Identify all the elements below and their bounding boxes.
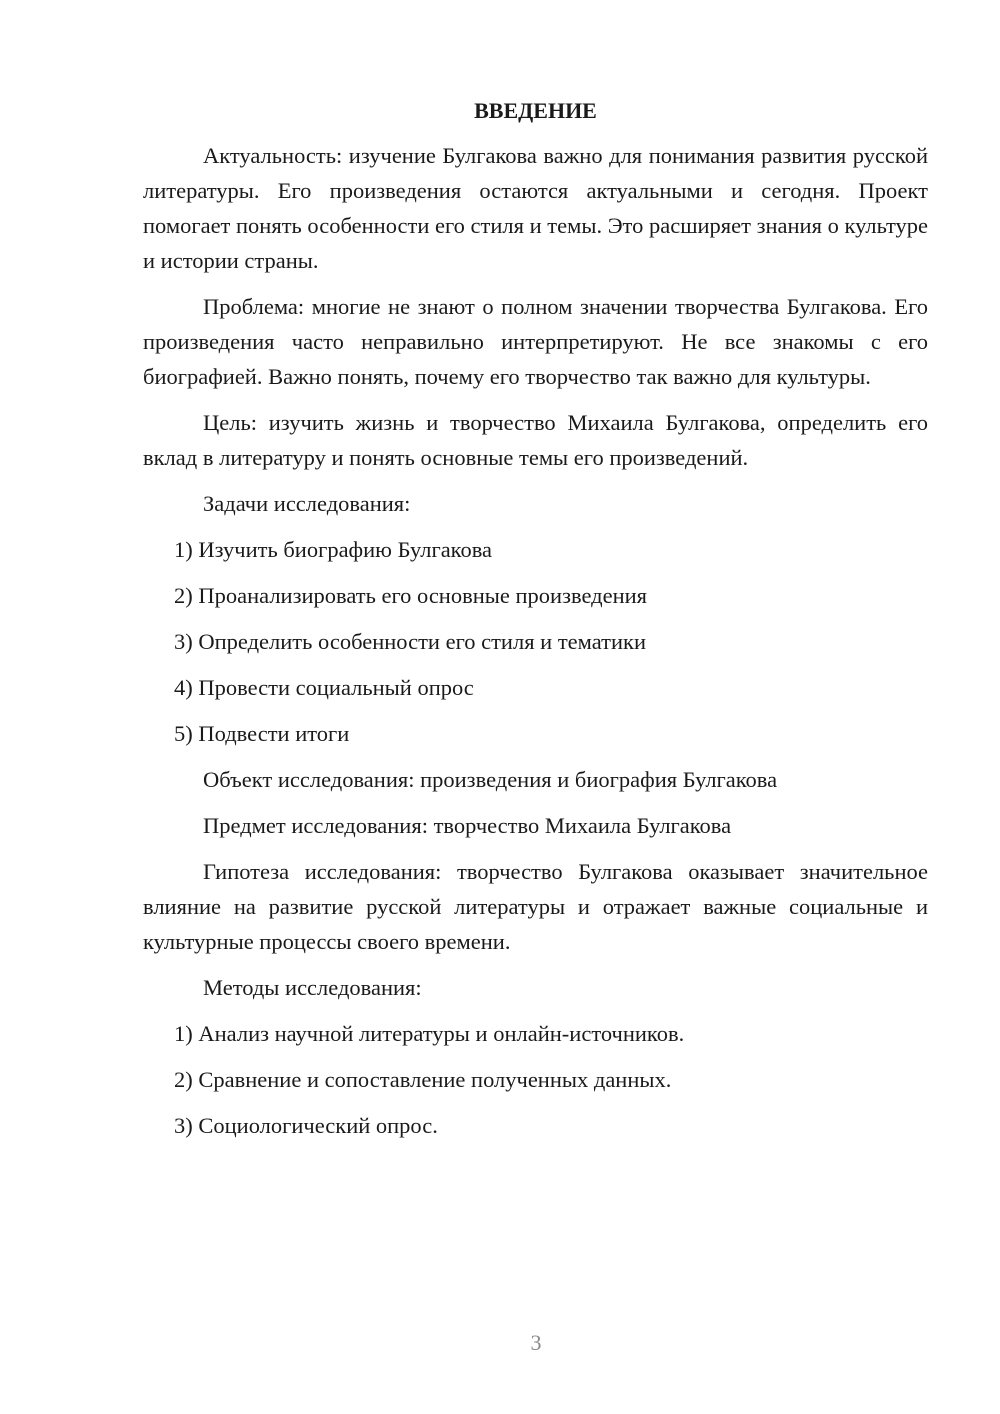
object-paragraph: Объект исследования: произведения и биография Булгакова — [203, 767, 778, 792]
tasks-heading: Задачи исследования: — [203, 491, 411, 516]
list-item: 1) Изучить биографию Булгакова — [174, 537, 493, 562]
goal-paragraph: Цель: изучить жизнь и творчество Михаила Булгакова, определить его вклад в литературу и понять основные темы его произведений. — [143, 410, 928, 470]
relevance-paragraph: Актуальность: изучение Булгакова важно для понимания развития русской литературы. Его произведения остаются актуальными и сегодня. Проект помогает понять особенности его стиля и темы. Это расширяет знания о культуре и истории страны. — [143, 143, 928, 273]
list-item: 1) Анализ научной литературы и онлайн-источников. — [174, 1021, 685, 1046]
subject-paragraph: Предмет исследования: творчество Михаила Булгакова — [203, 813, 732, 838]
document-body — [143, 96, 928, 1154]
problem-paragraph: Проблема: многие не знают о полном значении творчества Булгакова. Его произведения часто неправильно интерпретируют. Не все знакомы с его биографией. Важно понять, почему его творчество так важно для культуры. — [143, 294, 928, 389]
list-item: 4) Провести социальный опрос — [174, 675, 474, 700]
methods-list — [143, 1016, 928, 1143]
page-number: 3 — [530, 1330, 542, 1355]
list-item: 3) Определить особенности его стиля и тематики — [174, 629, 646, 654]
tasks-list — [143, 532, 928, 751]
list-item: 2) Сравнение и сопоставление полученных данных. — [174, 1067, 672, 1092]
list-item: 3) Социологический опрос. — [174, 1113, 438, 1138]
hypothesis-paragraph: Гипотеза исследования: творчество Булгакова оказывает значительное влияние на развитие русской литературы и отражает важные социальные и культурные процессы своего времени. — [143, 859, 928, 954]
section-title: ВВЕДЕНИЕ — [474, 98, 597, 123]
list-item: 2) Проанализировать его основные произведения — [174, 583, 648, 608]
list-item: 5) Подвести итоги — [174, 721, 350, 746]
methods-heading: Методы исследования: — [203, 975, 422, 1000]
